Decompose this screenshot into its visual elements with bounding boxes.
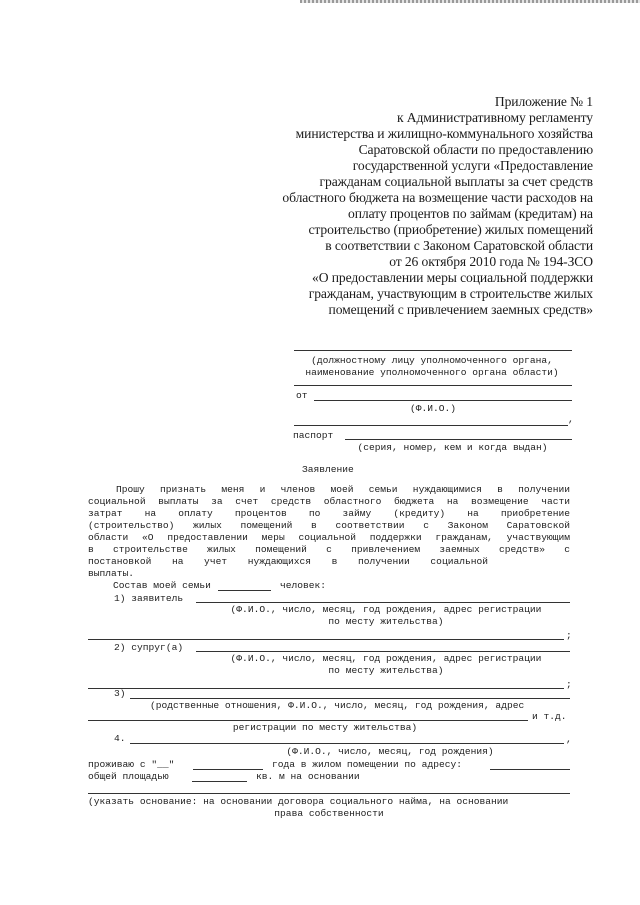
item-2-caption-1: (Ф.И.О., число, месяц, год рождения, адрес регистрации bbox=[230, 653, 542, 664]
applicant-details-field[interactable] bbox=[196, 602, 570, 603]
header-line: областного бюджета на возмещение части расходов на bbox=[282, 190, 593, 205]
area-suffix: кв. м на основании bbox=[256, 771, 360, 782]
passport-field[interactable] bbox=[345, 439, 572, 440]
spouse-details-continuation-field[interactable] bbox=[88, 688, 564, 689]
header-line: Саратовской области по предоставлению bbox=[358, 142, 593, 157]
header-line: в соответствии с Законом Саратовской области bbox=[325, 238, 593, 253]
item-2-label: 2) супруг(а) bbox=[114, 642, 184, 653]
applicant-name-continuation-field[interactable] bbox=[294, 425, 568, 426]
header-line: гражданам, участвующим в строительстве жилых bbox=[308, 286, 593, 301]
addressee-organ-field[interactable] bbox=[294, 385, 572, 386]
passport-label: паспорт bbox=[293, 430, 334, 441]
family-count-field[interactable] bbox=[218, 590, 271, 591]
header-line: государственной услуги «Предоставление bbox=[352, 158, 593, 173]
header-line: министерства и жилищно-коммунального хозяйства bbox=[295, 126, 593, 141]
application-line: выплаты. bbox=[88, 568, 135, 579]
family-composition-label: Состав моей семьи bbox=[113, 580, 211, 591]
living-since-field[interactable] bbox=[193, 769, 263, 770]
header-line: от 26 октября 2010 года № 194-ЗСО bbox=[389, 254, 593, 269]
header-line: гражданам социальной выплаты за счет средств bbox=[319, 174, 593, 189]
item-1-caption-2: по месту жительства) bbox=[328, 616, 444, 627]
basis-field[interactable] bbox=[88, 793, 570, 794]
item-1-caption-1: (Ф.И.О., число, месяц, год рождения, адрес регистрации bbox=[230, 604, 542, 615]
header-line: Приложение № 1 bbox=[494, 94, 593, 109]
comma-mark: , bbox=[568, 414, 574, 425]
header-line: «О предоставлении меры социальной поддержки bbox=[312, 270, 593, 285]
application-title: Заявление bbox=[302, 464, 354, 475]
applicant-name-field[interactable] bbox=[314, 400, 572, 401]
from-label: от bbox=[296, 390, 308, 401]
item-4-caption: (Ф.И.О., число, месяц, год рождения) bbox=[286, 746, 494, 757]
scan-top-edge bbox=[300, 0, 640, 3]
application-line: затрат на оплату процентов по займу (кредиту) на приобретение bbox=[88, 508, 570, 519]
addressee-caption-1: (должностному лицу уполномоченного органа, bbox=[311, 355, 553, 366]
item-4-label: 4. bbox=[114, 733, 126, 744]
header-line: к Административному регламенту bbox=[396, 110, 593, 125]
fio-caption: (Ф.И.О.) bbox=[409, 403, 457, 414]
item-2-caption-2: по месту жительства) bbox=[328, 665, 444, 676]
area-label: общей площадью bbox=[88, 771, 169, 782]
member-details-field[interactable] bbox=[130, 743, 564, 744]
item-3-caption-3: регистрации по месту жительства) bbox=[232, 722, 418, 733]
application-line: области «О предоставлении меры социальной поддержки гражданам, участвующим bbox=[88, 532, 570, 543]
appendix-header bbox=[173, 94, 593, 318]
family-composition-suffix: человек: bbox=[280, 580, 327, 591]
relative-details-continuation-field[interactable] bbox=[88, 720, 528, 721]
living-since-suffix: года в жилом помещении по адресу: bbox=[272, 759, 462, 770]
header-line: строительство (приобретение) жилых помещений bbox=[308, 222, 593, 237]
semicolon-mark: ; bbox=[566, 630, 572, 641]
header-line: помещений с привлечением заемных средств» bbox=[328, 302, 593, 317]
item-3-caption-1: (родственные отношения, Ф.И.О., число, месяц, год рождения, адрес bbox=[150, 700, 525, 711]
living-since-label: проживаю с "__" bbox=[88, 759, 175, 770]
semicolon-mark: ; bbox=[566, 679, 572, 690]
passport-caption: (серия, номер, кем и когда выдан) bbox=[357, 442, 548, 453]
addressee-caption-2: наименование уполномоченного органа области) bbox=[305, 367, 559, 378]
comma-mark: , bbox=[566, 734, 572, 745]
item-3-label: 3) bbox=[114, 688, 126, 699]
item-1-label: 1) заявитель bbox=[114, 593, 184, 604]
header-line: оплату процентов по займам (кредитам) на bbox=[348, 206, 593, 221]
applicant-details-continuation-field[interactable] bbox=[88, 639, 564, 640]
application-line: в строительстве жилых помещений с привлечением заемных средств» с bbox=[88, 544, 570, 555]
application-line: социальной выплаты за счет средств областного бюджета на возмещение части bbox=[88, 496, 570, 507]
address-field[interactable] bbox=[490, 769, 570, 770]
application-line: (строительство) жилых помещений в соответствии с Законом Саратовской bbox=[88, 520, 570, 531]
addressee-official-field[interactable] bbox=[294, 350, 572, 351]
basis-caption-2: права собственности bbox=[274, 808, 384, 819]
relative-details-field[interactable] bbox=[130, 698, 570, 699]
spouse-details-field[interactable] bbox=[196, 651, 570, 652]
item-3-caption-2: и т.д. bbox=[532, 711, 567, 722]
application-line: постановкой на учет нуждающихся в получении социальной bbox=[88, 556, 488, 567]
application-line: Прошу признать меня и членов моей семьи нуждающимися в получении bbox=[116, 484, 570, 495]
application-text bbox=[88, 484, 570, 580]
area-field[interactable] bbox=[192, 781, 247, 782]
basis-caption-1: (указать основание: на основании договора социального найма, на основании bbox=[88, 796, 509, 807]
